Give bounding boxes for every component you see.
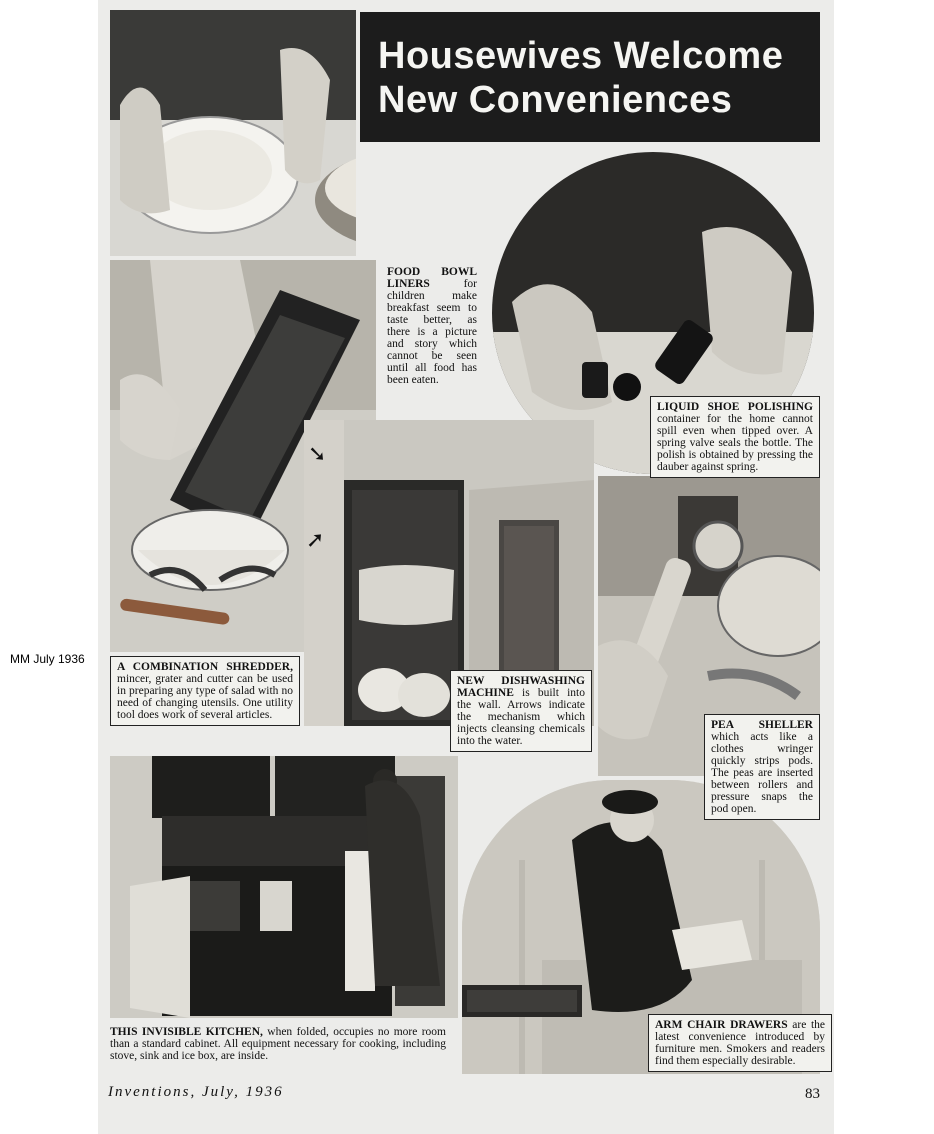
arrow-icon-upper: ➘ — [308, 442, 327, 467]
arrow-icon-lower: ➚ — [306, 528, 325, 553]
caption-armchair-drawers — [648, 1014, 832, 1072]
caption-dishwasher — [450, 670, 592, 752]
caption-shredder-head: A COMBINATION SHREDDER, — [117, 661, 293, 673]
page-number: 83 — [805, 1086, 820, 1102]
caption-dishwasher-head: NEW DISHWASHING MACHINE — [457, 675, 585, 699]
caption-pea-sheller-body: which acts like a clothes wringer quickly strips pods. The peas are inserted between rollers and pressure snaps the pod open. — [711, 731, 813, 815]
caption-shoe-polish — [650, 396, 820, 478]
caption-invisible-kitchen-body: when folded, occupies no more room than a standard cabinet. All equipment necessary for cooking, including stove, sink and ice box, are inside. — [110, 1026, 446, 1062]
caption-pea-sheller — [704, 714, 820, 820]
caption-armchair-drawers-head: ARM CHAIR DRAWERS — [655, 1019, 788, 1031]
caption-shredder-body: mincer, grater and cutter can be used in preparing any type of salad with no need of changing utensils. One utility tool does work of several articles. — [117, 673, 293, 721]
caption-shoe-polish-head: LIQUID SHOE POLISHING — [657, 401, 813, 413]
food-bowl-liners-photo — [110, 10, 356, 256]
caption-shoe-polish-body: container for the home cannot spill even when tipped over. A spring valve seals the bottle. The polish is obtained by pressing the dauber against spring. — [657, 413, 813, 473]
title-line-1: Housewives Welcome — [378, 35, 784, 77]
invisible-kitchen-photo — [110, 756, 458, 1018]
caption-dishwasher-body: is built into the wall. Arrows indicate the mechanism which injects cleansing chemicals into the water. — [457, 687, 585, 747]
caption-pea-sheller-head: PEA SHELLER — [711, 719, 813, 731]
page-title — [360, 12, 820, 142]
caption-shredder — [110, 656, 300, 726]
caption-food-bowl-liners — [387, 266, 477, 386]
caption-invisible-kitchen-head: THIS INVISIBLE KITCHEN, — [110, 1026, 263, 1038]
magazine-page — [98, 0, 834, 1134]
side-label: MM July 1936 — [10, 652, 85, 666]
footer-issue: Inventions, July, 1936 — [108, 1084, 284, 1100]
caption-food-bowl-liners-body: for children make breakfast seem to taste better, as there is a picture and story which cannot be seen until all food has been eaten. — [387, 278, 477, 386]
title-line-2: New Conveniences — [378, 79, 733, 121]
caption-invisible-kitchen — [110, 1026, 446, 1062]
caption-food-bowl-liners-head: FOOD BOWL LINERS — [387, 266, 477, 290]
caption-armchair-drawers-body: are the latest convenience introduced by furniture men. Smokers and readers find them especially desirable. — [655, 1019, 825, 1067]
